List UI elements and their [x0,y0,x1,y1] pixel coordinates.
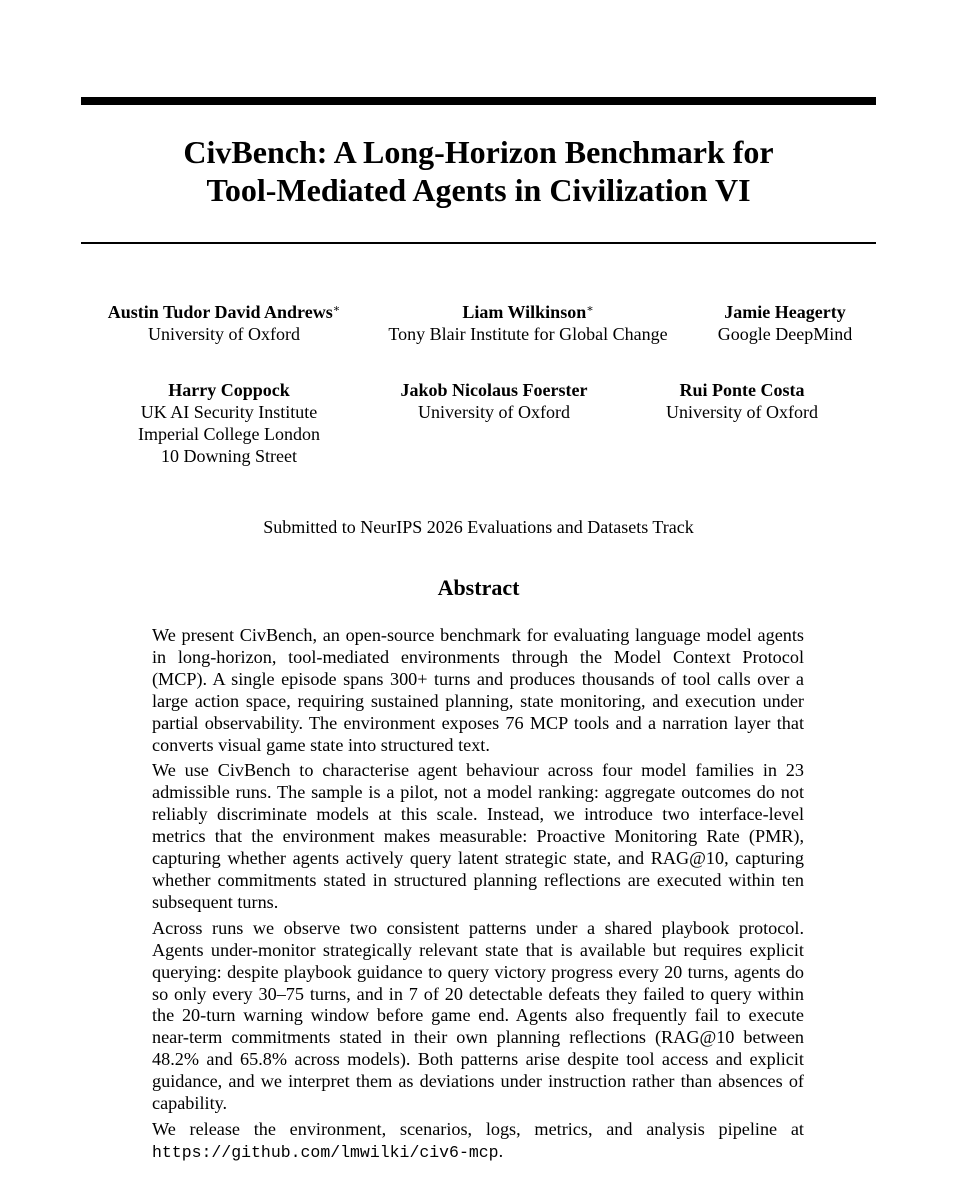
repository-link[interactable]: https://github.com/lmwilki/civ6-mcp [152,1142,499,1162]
author-name: Harry Coppock [168,380,290,400]
author-affiliation: Imperial College London [138,424,320,444]
author-affiliation: University of Oxford [418,402,570,422]
author-affiliation: University of Oxford [666,402,818,422]
author-name: Rui Ponte Costa [679,380,805,400]
abstract-heading: Abstract [437,575,520,600]
abstract-body [152,625,804,1168]
title-line-2: Tool-Mediated Agents in Civilization VI [206,172,751,208]
author-name: Jamie Heagerty [724,302,846,322]
author-affiliation: University of Oxford [148,324,300,344]
title-rule [81,242,876,244]
author-name: Austin Tudor David Andrews∗ [107,302,341,322]
author-name: Liam Wilkinson∗ [462,302,594,322]
author-affiliation: UK AI Security Institute [140,402,318,422]
author-block [401,379,588,423]
author-block [718,301,852,345]
title-line-1: CivBench: A Long-Horizon Benchmark for [183,134,774,170]
author-affiliation: 10 Downing Street [161,446,297,466]
author-block [108,301,340,345]
author-affiliation: Tony Blair Institute for Global Change [388,324,668,344]
top-rule [81,97,876,105]
author-name: Jakob Nicolaus Foerster [400,380,588,400]
venue-note: Submitted to NeurIPS 2026 Evaluations and Datasets Track [263,517,694,537]
author-block [138,379,320,467]
paper-title [81,133,876,209]
abstract-paragraph-release: We release the environment, scenarios, logs, metrics, and analysis pipeline at https://github.com/lmwilki/civ6-mcp. [152,1118,804,1162]
abstract-paragraph: Across runs we observe two consistent patterns under a shared playbook protocol. Agents under-monitor strategically relevant state that is available but requires explicit querying: despite playbook guidance to query victory progress every 20 turns, agents do so only every 30–75 turns, and in 7 of 20 detectable defeats they failed to query within the 20-turn warning window before game end. Agents also frequently fail to execute near-term commitments stated in their own planning reflections (RAG@10 between 48.2% and 65.8% across models). Both patterns arise despite tool access and explicit guidance, and we interpret them as deviations under instruction rather than absences of capability. [152,917,804,1114]
author-block [388,301,667,345]
abstract-paragraph: We use CivBench to characterise agent behaviour across four model families in 23 admissible runs. The sample is a pilot, not a model ranking: aggregate outcomes do not reliably discriminate models at this scale. Instead, we introduce two interface-level metrics that the environment makes measurable: Proactive Monitoring Rate (PMR), capturing whether agents actively query latent strategic state, and RAG@10, capturing whether commitments stated in structured planning reflections are executed within ten subsequent turns. [152,760,804,912]
author-affiliation: Google DeepMind [717,324,853,344]
author-block [666,379,818,423]
abstract-paragraph: We present CivBench, an open-source benchmark for evaluating language model agents in long-horizon, tool-mediated environments through the Model Context Protocol (MCP). A single episode spans 300+ turns and produces thousands of tool calls over a large action space, requiring sustained planning, state monitoring, and execution under partial observability. The environment exposes 76 MCP tools and a narration layer that converts visual game state into structured text. [152,625,804,755]
